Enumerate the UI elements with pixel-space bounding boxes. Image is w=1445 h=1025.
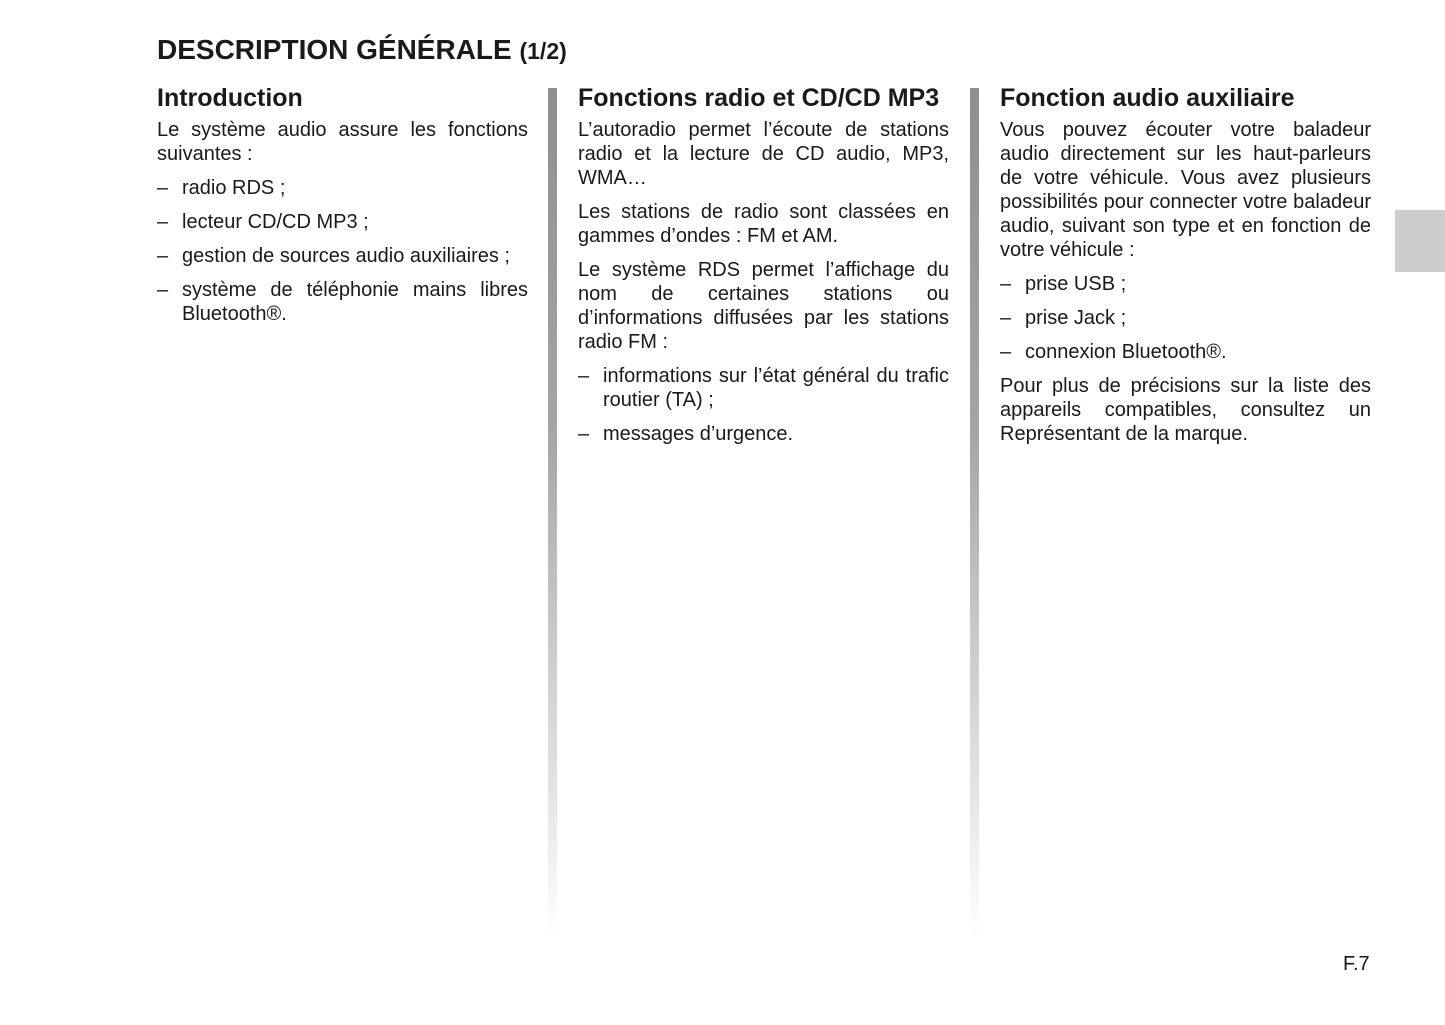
column-divider xyxy=(548,88,557,938)
section-heading: Introduction xyxy=(157,84,303,112)
column-radio-cd xyxy=(578,84,949,456)
list-item: – système de téléphonie mains libres Bluetooth®. xyxy=(157,278,528,326)
section-heading: Fonction audio auxiliaire xyxy=(1000,84,1295,112)
list-item: – prise USB ; xyxy=(1000,272,1371,296)
paragraph: Vous pouvez écouter votre baladeur audio directement sur les haut-parleurs de votre véhicule. Vous avez plusieurs possibilités pour connecter votre baladeur audio, suivant son type et en fonction de votre véhicule : xyxy=(1000,119,1371,261)
paragraph: Pour plus de précisions sur la liste des appareils compatibles, consultez un Représentant de la marque. xyxy=(1000,375,1371,445)
column-audio-auxiliaire xyxy=(1000,84,1371,456)
list-item: – messages d’urgence. xyxy=(578,422,949,446)
list-item: – lecteur CD/CD MP3 ; xyxy=(157,210,528,234)
column-introduction xyxy=(157,84,528,336)
paragraph: Le système audio assure les fonctions suivantes : xyxy=(157,119,528,165)
list-item: – gestion de sources audio auxiliaires ; xyxy=(157,244,528,268)
bullet-list xyxy=(578,364,949,446)
bullet-list xyxy=(157,176,528,326)
page-title xyxy=(157,34,567,66)
page-number: F.7 xyxy=(1343,953,1370,975)
paragraph: Les stations de radio sont classées en gammes d’ondes : FM et AM. xyxy=(578,201,949,247)
section-heading: Fonctions radio et CD/CD MP3 xyxy=(578,84,940,112)
column-divider xyxy=(970,88,979,938)
paragraph: L’autoradio permet l’écoute de stations radio et la lecture de CD audio, MP3, WMA… xyxy=(578,119,949,189)
title-main: DESCRIPTION GÉNÉRALE xyxy=(157,34,512,65)
list-item: – radio RDS ; xyxy=(157,176,528,200)
title-part: (1/2) xyxy=(519,38,567,64)
list-item: – informations sur l’état général du trafic routier (TA) ; xyxy=(578,364,949,412)
list-item: – connexion Bluetooth®. xyxy=(1000,340,1371,364)
bullet-list xyxy=(1000,272,1371,364)
section-tab-marker xyxy=(1395,210,1445,272)
list-item: – prise Jack ; xyxy=(1000,306,1371,330)
paragraph: Le système RDS permet l’affichage du nom de certaines stations ou d’informations diffusées par les stations radio FM : xyxy=(578,259,949,353)
